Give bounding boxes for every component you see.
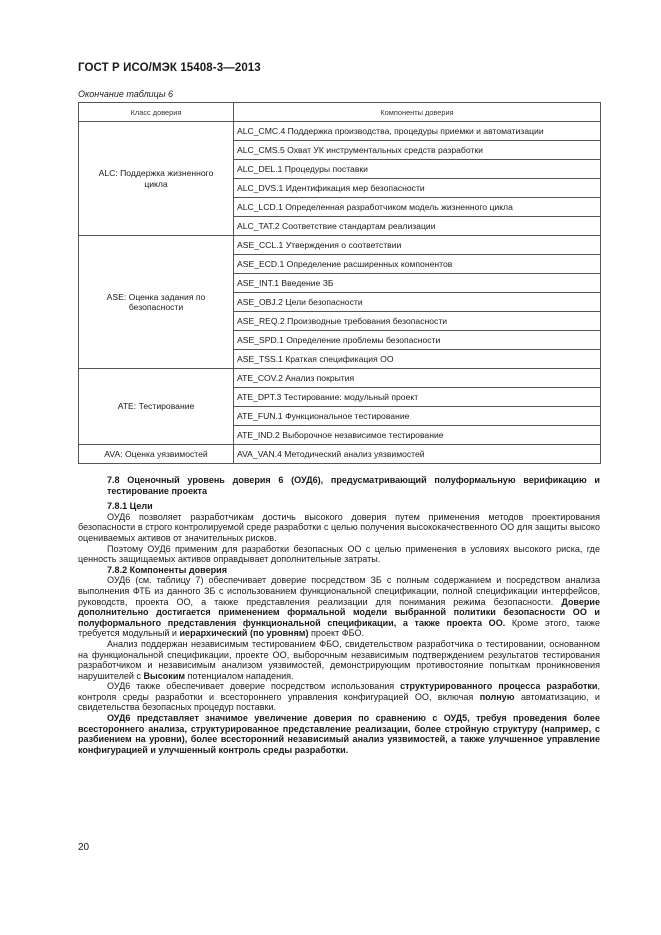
assurance-component-cell: ALC_DEL.1 Процедуры поставки <box>234 160 601 179</box>
assurance-class-cell: ASE: Оценка задания по безопасности <box>79 236 234 369</box>
trust-table <box>78 102 601 464</box>
text-run: проект ФБО. <box>308 628 365 639</box>
assurance-component-cell: ASE_INT.1 Введение ЗБ <box>234 274 601 293</box>
text-run: ОУД6 также обеспечивает доверие посредством использования <box>107 681 401 692</box>
assurance-class-cell: ATE: Тестирование <box>79 369 234 445</box>
subsection-heading-components: 7.8.2 Компоненты доверия <box>107 564 227 575</box>
section-heading: 7.8 Оценочный уровень доверия 6 (ОУД6), предусматривающий полуформальную верификацию и тестирование проекта <box>107 475 600 496</box>
paragraph <box>78 575 600 639</box>
column-header-class: Класс доверия <box>79 103 234 122</box>
assurance-component-cell: ASE_OBJ.2 Цели безопасности <box>234 293 601 312</box>
bold-text-run: структурированного процесса разработки <box>400 681 598 692</box>
text-run: потенциалом нападения. <box>185 670 294 681</box>
paragraph <box>78 639 600 681</box>
table-body <box>79 122 601 464</box>
assurance-component-cell: AVA_VAN.4 Методический анализ уязвимостей <box>234 445 601 464</box>
assurance-component-cell: ASE_CCL.1 Утверждения о соответствии <box>234 236 601 255</box>
assurance-component-cell: ATE_COV.2 Анализ покрытия <box>234 369 601 388</box>
text-run: Анализ поддержан независимым тестированием ФБО, свидетельством разработчика о тестировании, основанном на функциональной спецификации, проекте ОО, выборочным независимым подтверждением результатов тестирования разработчиком и независимым анализом уязвимостей, демонстрирующим противостояние попыткам проникновения нарушителей с <box>78 638 600 681</box>
assurance-component-cell: ATE_FUN.1 Функциональное тестирование <box>234 407 601 426</box>
text-run: автоматизацию, и свидетельства безопасных процедур поставки. <box>78 691 600 713</box>
bold-text-run: Доверие дополнительно достигается применением формальной модели выбранной политики безопасности ОО и полуформального представления функциональной спецификации, а также проекта ОО. <box>78 596 600 628</box>
assurance-component-cell: ALC_DVS.1 Идентификация мер безопасности <box>234 179 601 198</box>
assurance-component-cell: ASE_SPD.1 Определение проблемы безопасности <box>234 331 601 350</box>
text-run: , контроля среды разработки и всестороннего управления конфигурацией ОО, включая <box>78 681 600 702</box>
assurance-component-cell: ALC_CMS.5 Охват УК инструментальных средств разработки <box>234 141 601 160</box>
table-row <box>79 122 601 141</box>
paragraph: Поэтому ОУД6 применим для разработки безопасных ОО с целью применения в условиях высокого риска, где ценность защищаемых активов оправдывает дополнительные затраты. <box>78 543 600 565</box>
page-number: 20 <box>78 842 90 853</box>
bold-text-run: полную <box>479 691 515 702</box>
assurance-component-cell: ASE_ECD.1 Определение расширенных компонентов <box>234 255 601 274</box>
paragraph-bold: ОУД6 представляет значимое увеличение доверия по сравнению с ОУД5, требуя проведения более всестороннего анализа, структурированное представление реализации, более стройную структуру (например, с разбиением на уровни), более всесторонний независимый анализ уязвимостей, а также улучшенное управление конфигурацией и улучшенный контроль среды разработки. <box>78 713 600 755</box>
table-row <box>79 236 601 255</box>
assurance-class-cell: AVA: Оценка уязвимостей <box>79 445 234 464</box>
subsection-heading-goals: 7.8.1 Цели <box>107 501 153 512</box>
body-text <box>78 475 600 755</box>
table-caption: Окончание таблицы 6 <box>78 89 173 99</box>
page-header: ГОСТ Р ИСО/МЭК 15408-3—2013 <box>78 62 261 74</box>
table-row <box>79 369 601 388</box>
assurance-component-cell: ATE_IND.2 Выборочное независимое тестирование <box>234 426 601 445</box>
bold-text-run: Высоким <box>143 670 186 681</box>
assurance-component-cell: ASE_TSS.1 Краткая спецификация ОО <box>234 350 601 369</box>
text-run: ОУД6 (см. таблицу 7) обеспечивает доверие посредством ЗБ с полным содержанием и посредством анализа выполнения ФТБ из данного ЗБ с использованием функциональной спецификации, полной спецификации интерфейсов, руководств, проекта ОО, а также представления реализации для понимания режима безопасности. <box>78 575 600 607</box>
text-run: Кроме этого, также требуется модульный и <box>78 617 600 639</box>
paragraph: ОУД6 позволяет разработчикам достичь высокого доверия путем применения методов проектирования безопасности в строго контролируемой среде разработки с целью получения высококачественного ОО для защиты высоко оцениваемых активов от значительных рисков. <box>78 511 600 543</box>
assurance-component-cell: ATE_DPT.3 Тестирование: модульный проект <box>234 388 601 407</box>
paragraph <box>78 681 600 713</box>
assurance-component-cell: ASE_REQ.2 Производные требования безопасности <box>234 312 601 331</box>
assurance-component-cell: ALC_CMC.4 Поддержка производства, процедуры приемки и автоматизации <box>234 122 601 141</box>
column-header-components: Компоненты доверия <box>234 103 601 122</box>
assurance-component-cell: ALC_LCD.1 Определенная разработчиком модель жизненного цикла <box>234 198 601 217</box>
table-row <box>79 445 601 464</box>
assurance-class-cell: ALC: Поддержка жизненного цикла <box>79 122 234 236</box>
table-header-row <box>79 103 601 122</box>
assurance-component-cell: ALC_TAT.2 Соответствие стандартам реализации <box>234 217 601 236</box>
bold-text-run: иерархический (по уровням) <box>179 628 309 639</box>
